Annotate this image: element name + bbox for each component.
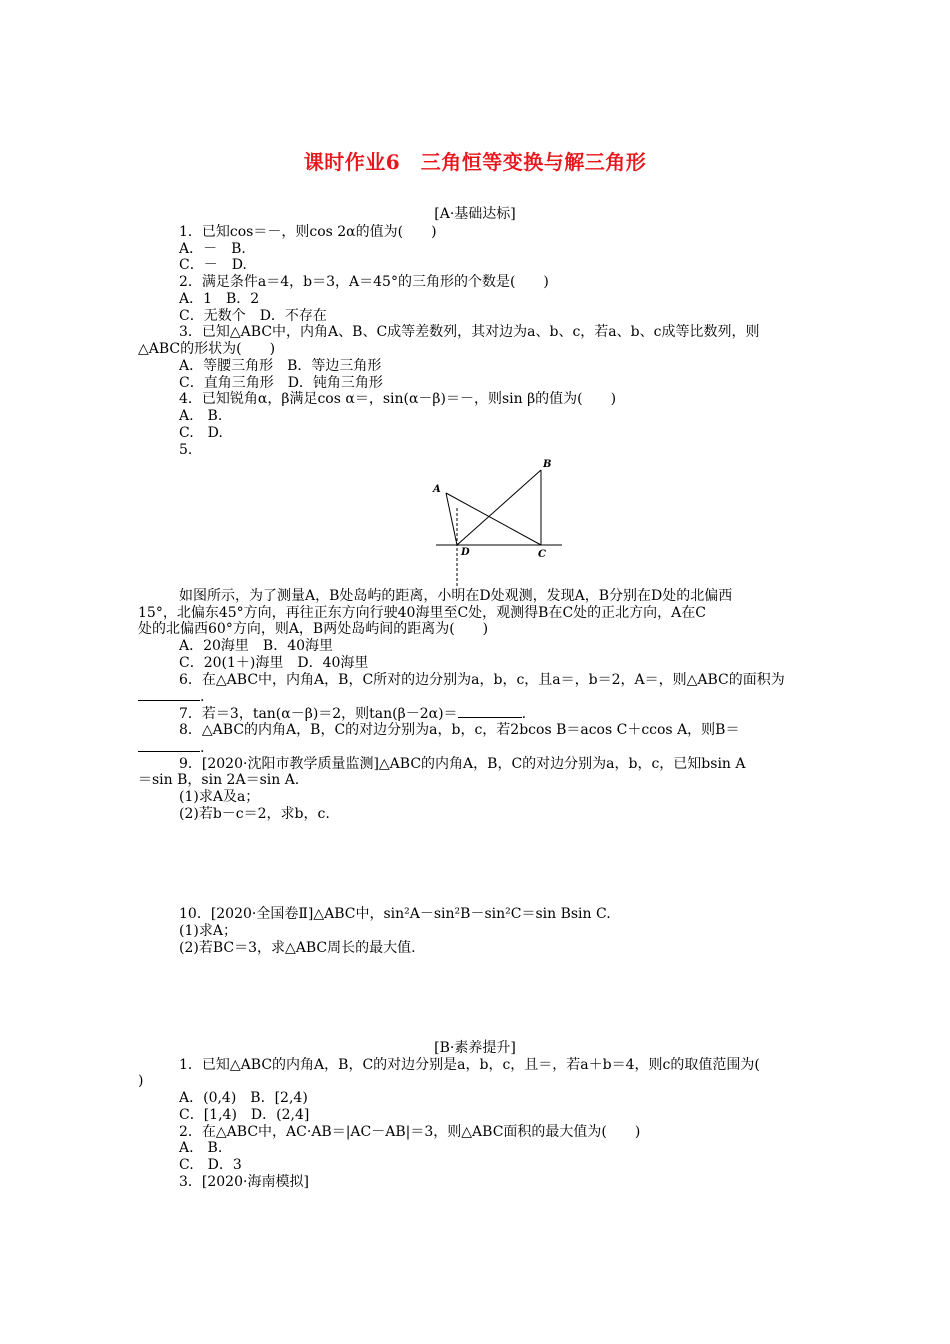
question-line: 2．满足条件a＝4，b＝3，A＝45°的三角形的个数是( ) <box>179 274 549 290</box>
question-line: A．1 B．2 <box>179 291 260 307</box>
question-line: 9．[2020·沈阳市教学质量监测]△ABC的内角A，B，C的对边分别为a，b，c，已知bsin A <box>179 756 746 772</box>
question-line: C．[1,4) D．(2,4] <box>179 1107 310 1123</box>
question-line: C. D．3 <box>179 1157 242 1173</box>
question-line: 3．[2020·海南模拟] <box>179 1174 309 1190</box>
question-line: C．20(1＋)海里 D．40海里 <box>179 655 369 671</box>
question-line: 1．已知△ABC的内角A，B，C的对边分别是a，b，c，且＝，若a＋b＝4，则c的取值范围为( <box>179 1057 760 1073</box>
question-line: (1)求A及a； <box>179 789 260 805</box>
question-line: C．直角三角形 D．钝角三角形 <box>179 375 383 391</box>
answer-blank <box>138 739 200 752</box>
answer-blank <box>138 688 200 701</box>
question-line: ＝sin B，sin 2A＝sin A. <box>138 772 300 788</box>
point-label-d: D <box>461 547 470 558</box>
question-line: (1)求A； <box>179 923 237 939</box>
question-line: A．－ B. <box>179 241 246 257</box>
question-line: A．(0,4) B．[2,4) <box>179 1090 308 1106</box>
question-line: A. B. <box>179 1140 223 1156</box>
question-line: (2)若b－c＝2，求b，c. <box>179 806 330 822</box>
question-line: 7．若＝3，tan(α－β)＝2，则tan(β－2α)＝ . <box>179 706 527 722</box>
question-line: 2．在△ABC中，AC·AB＝|AC－AB|＝3，则△ABC面积的最大值为( ) <box>179 1124 641 1140</box>
question-line: 8．△ABC的内角A，B，C的对边分别为a，b，c，若2bcos B＝acos C＋ccos A，则B＝ <box>179 722 740 738</box>
question-line: C．－ D. <box>179 257 247 273</box>
question-line: A．20海里 B．40海里 <box>179 638 334 654</box>
question-line: 1．已知cos＝－，则cos 2α的值为( ) <box>179 224 437 240</box>
point-label-a: A <box>433 484 441 495</box>
question-line: 3．已知△ABC中，内角A、B、C成等差数列，其对边为a、b、c，若a、b、c成等比数列，则 <box>179 324 760 340</box>
question-line: 10．[2020·全国卷Ⅱ]△ABC中，sin²A－sin²B－sin²C＝sin Bsin C. <box>179 906 611 922</box>
question-line: (2)若BC＝3，求△ABC周长的最大值. <box>179 940 416 956</box>
answer-blank-line: . <box>138 739 204 756</box>
question-line: A．等腰三角形 B．等边三角形 <box>179 358 382 374</box>
section-a-heading: [A·基础达标] <box>434 206 516 222</box>
page-title: 课时作业6 三角恒等变换与解三角形 <box>303 150 647 174</box>
question-line: C. D. <box>179 425 223 441</box>
question-line: △ABC的形状为( ) <box>138 341 276 357</box>
question-line: 6．在△ABC中，内角A，B，C所对的边分别为a，b，c，且a＝，b＝2，A＝，则△ABC的面积为 <box>179 672 785 688</box>
geometry-figure <box>430 456 565 590</box>
question-line: 5. <box>179 442 193 458</box>
question-line: 处的北偏西60°方向，则A，B两处岛屿间的距离为( ) <box>138 621 489 637</box>
section-b-heading: [B·素养提升] <box>434 1040 516 1056</box>
question-line: C．无数个 D．不存在 <box>179 308 327 324</box>
question-line: 15°，北偏东45°方向，再往正东方向行驶40海里至C处，观测得B在C处的正北方向，A在C <box>138 605 706 621</box>
question-line: 如图所示，为了测量A，B处岛屿的距离，小明在D处观测，发现A，B分别在D处的北偏西 <box>179 588 733 604</box>
point-label-c: C <box>538 549 546 560</box>
point-label-b: B <box>543 459 552 470</box>
question-line: A. B. <box>179 408 223 424</box>
question-line: ) <box>138 1073 144 1089</box>
answer-blank-line: . <box>138 688 204 705</box>
answer-blank <box>458 705 522 718</box>
question-line: 4．已知锐角α，β满足cos α＝，sin(α－β)＝－，则sin β的值为( ) <box>179 391 617 407</box>
